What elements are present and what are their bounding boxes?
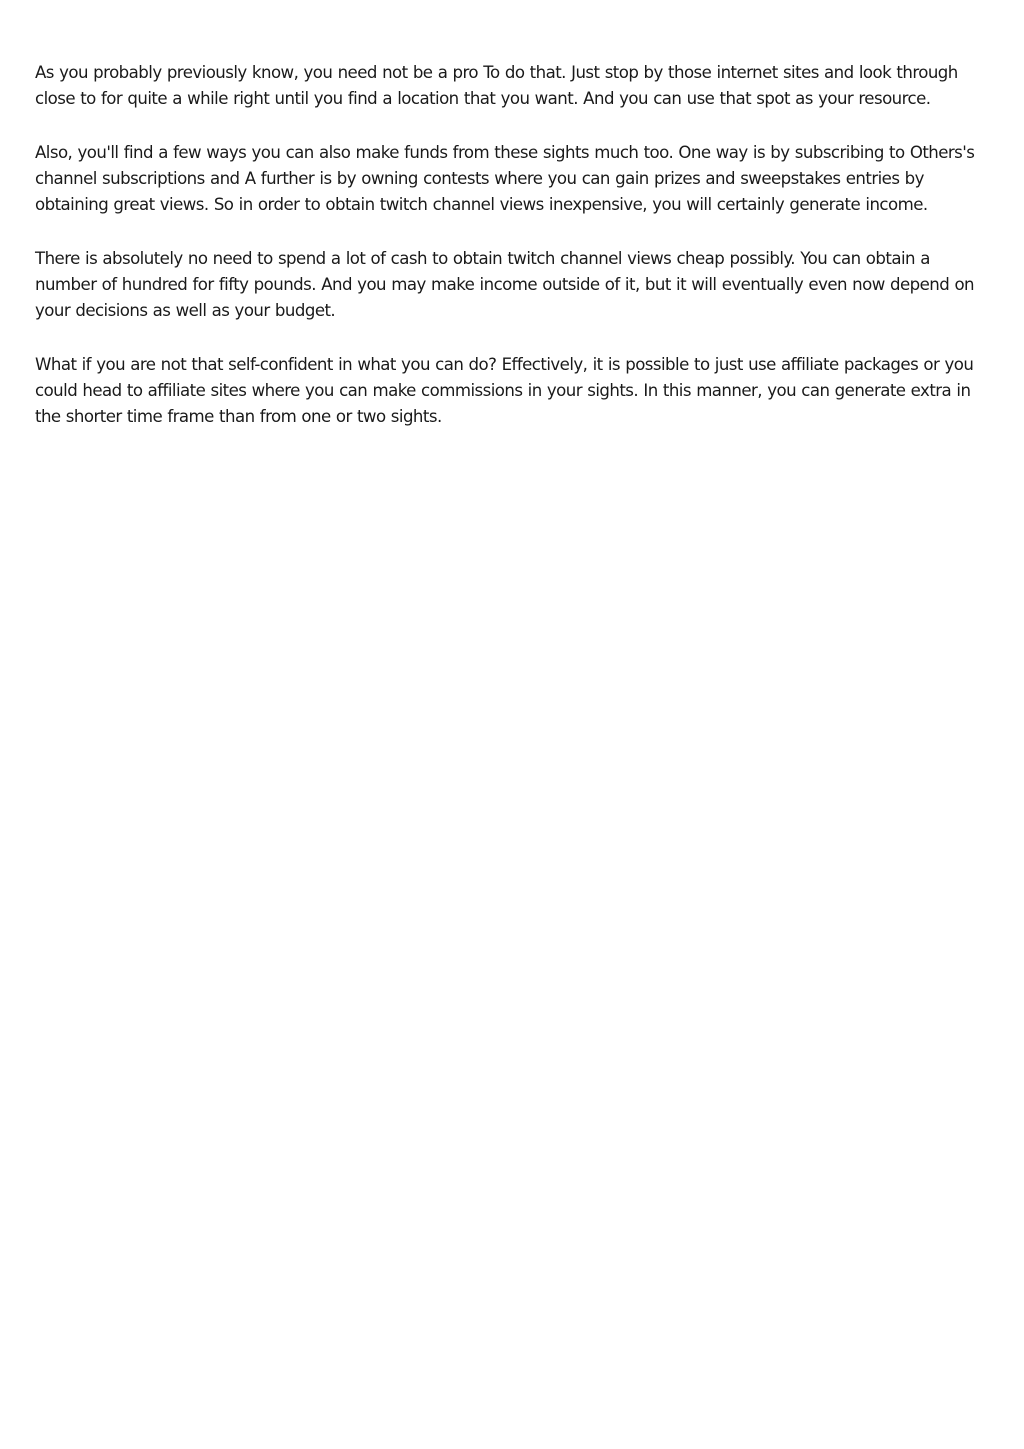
document-body bbox=[35, 60, 995, 458]
paragraph-2: Also, you'll find a few ways you can also make funds from these sights much too. One way is by subscribing to Others's channel subscriptions and A further is by owning contests where you can gain prizes and sweepstakes entries by obtaining great views. So in order to obtain twitch channel views inexpensive, you will certainly generate income. bbox=[35, 143, 975, 214]
paragraph-3: There is absolutely no need to spend a lot of cash to obtain twitch channel views cheap possibly. You can obtain a number of hundred for fifty pounds. And you may make income outside of it, but it will eventually even now depend on your decisions as well as your budget. bbox=[35, 249, 975, 320]
paragraph-1: As you probably previously know, you need not be a pro To do that. Just stop by those internet sites and look through close to for quite a while right until you find a location that you want. And you can use that spot as your resource. bbox=[35, 63, 958, 108]
paragraph-4: What if you are not that self-confident in what you can do? Effectively, it is possible to just use affiliate packages or you could head to affiliate sites where you can make commissions in your sights. In this manner, you can generate extra in the shorter time frame than from one or two sights. bbox=[35, 355, 974, 426]
